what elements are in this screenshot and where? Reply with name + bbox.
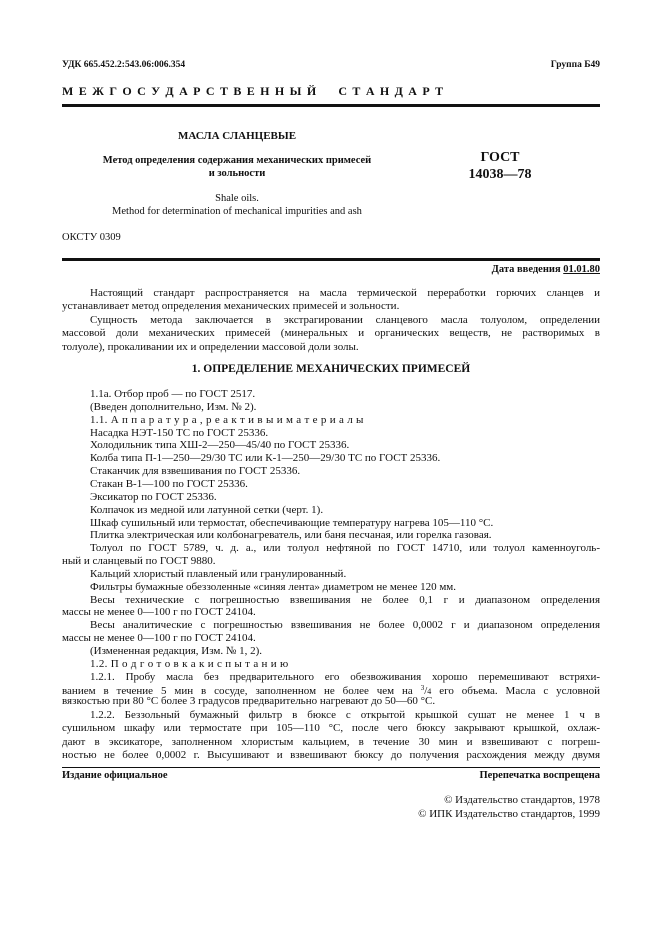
text-line: дают в эксикаторе, заполненном хлористым кальцием, в течение 30 мин и взвешивают с погреш- — [62, 735, 600, 748]
subtitle-line-2: и зольности — [208, 168, 266, 179]
text-line: Толуол по ГОСТ 5789, ч. д. а., или толуол нефтяной по ГОСТ 14710, или толуол каменноуголь- — [90, 542, 600, 555]
section-1-heading: 1. ОПРЕДЕЛЕНИЕ МЕХАНИЧЕСКИХ ПРИМЕСЕЙ — [191, 363, 471, 375]
subtitle-line-1: Метод определения содержания механических примесей — [102, 155, 372, 166]
text-line: массовой доли механических примесей (минеральных и органических веществ, не растворимых в — [62, 327, 600, 340]
udc-code: УДК 665.452.2:543.06:006.354 — [62, 60, 186, 70]
text-line: Шкаф сушильный или термостат, обеспечивающие температуру нагрева 105—110 °С. — [90, 516, 494, 529]
official-edition: Издание официальное — [62, 770, 168, 781]
text-line: 1.1. А п п а р а т у р а , р е а к т и в ы и м а т е р и а л ы — [90, 413, 364, 426]
fraction-line-after: его объема. Масла с условной — [431, 685, 600, 697]
fraction-denominator: 4 — [427, 687, 432, 696]
text-line: (Измененная редакция, Изм. № 1, 2). — [90, 645, 263, 657]
text-line: Плитка электрическая или колбонагреватель, или баня песчаная, или горелка газовая. — [90, 529, 492, 542]
text-line: 1.2.2. Беззольный бумажный фильтр в бюксе с открытой крышкой сушат не менее 1 ч в — [90, 708, 600, 721]
text-line: Фильтры бумажные обеззоленные «синяя лента» диаметром не менее 120 мм. — [90, 580, 457, 593]
english-title-line-1: Shale oils. — [215, 193, 259, 204]
fraction-slash: / — [424, 685, 428, 697]
text-line: 1.2. П о д г о т о в к а к и с п ы т а н и ю — [90, 657, 289, 670]
text-line: Колба типа П-1—250—29/30 ТС или К-1—250—29/30 ТС по ГОСТ 25336. — [90, 452, 441, 465]
text-line: ностью не более 0,0002 г. Высушивают и взвешивают бюксу до получения расхождения между двумя — [62, 749, 600, 762]
text-line: устанавливает метод определения механических примесей и зольности. — [62, 300, 400, 313]
banner-rule — [62, 104, 600, 107]
text-line: сушильном шкафу или термостате при 105—110 °С, после чего бюксу закрывают крышкой, охлаж- — [62, 722, 600, 735]
gost-label: ГОСТ — [480, 150, 520, 165]
text-line: Стаканчик для взвешивания по ГОСТ 25336. — [90, 465, 301, 478]
text-line: ный и сланцевый по ГОСТ 9880. — [62, 555, 216, 568]
text-line: Насадка НЭТ-150 ТС по ГОСТ 25336. — [90, 426, 269, 439]
text-line: массы не менее 0—100 г по ГОСТ 24104. — [62, 606, 256, 619]
gost-number: 14038—78 — [468, 167, 532, 182]
fraction-line-before: ванием в течение 5 мин в сосуде, заполненном не более чем на — [62, 685, 421, 697]
text-line: Колпачок из медной или латунной сетки (черт. 1). — [90, 503, 324, 516]
english-title-line-2: Method for determination of mechanical impurities and ash — [112, 206, 362, 217]
text-line: Кальций хлористый плавленый или гранулированный. — [90, 567, 347, 580]
copyright-1978: © Издательство стандартов, 1978 — [444, 794, 600, 806]
copyright-1999: © ИПК Издательство стандартов, 1999 — [418, 808, 600, 820]
text-line: 1.2.1. Пробу масла без предварительного его обезвоживания хорошо перемешивают встряхи- — [90, 670, 600, 683]
text-line: массы не менее 0—100 г по ГОСТ 24104. — [62, 632, 256, 645]
title-rule — [62, 258, 600, 261]
text-line: толуоле), прокаливании их и определении массовой доли золы. — [62, 340, 359, 353]
text-line: 1.1а. Отбор проб — по ГОСТ 2517. — [90, 388, 256, 400]
group-code: Группа Б49 — [550, 60, 600, 70]
fraction-numerator: 3 — [420, 684, 425, 692]
intro-date-value: 01.01.80 — [563, 264, 600, 275]
text-line: вязкостью при 80 °С более 3 градусов предварительно нагревают до 50—60 °С. — [62, 695, 436, 707]
intro-date-label: Дата введения — [491, 264, 564, 275]
text-line: Сущность метода заключается в экстрагировании сланцевого масла толуолом, определении — [90, 313, 600, 326]
text-line: Весы аналитические с погрешностью взвешивания не более 0,0002 г и диапазоном определения — [90, 619, 600, 632]
footer-rule — [62, 767, 600, 768]
text-line: Весы технические с погрешностью взвешивания не более 0,1 г и диапазоном определения — [90, 593, 600, 606]
oksty-code: ОКСТУ 0309 — [62, 232, 121, 243]
text-line: Холодильник типа ХШ-2—250—45/40 по ГОСТ 25336. — [90, 439, 350, 452]
text-line: Стакан В-1—100 по ГОСТ 25336. — [90, 477, 248, 490]
standard-banner: М Е Ж Г О С У Д А Р С Т В Е Н Н Ы Й С Т А Н Д А Р Т — [62, 84, 445, 98]
text-line: (Введен дополнительно, Изм. № 2). — [90, 400, 257, 413]
page-title: МАСЛА СЛАНЦЕВЫЕ — [177, 130, 297, 142]
text-line: Эксикатор по ГОСТ 25336. — [90, 490, 217, 503]
intro-date — [492, 264, 600, 275]
text-line: Настоящий стандарт распространяется на масла термической переработки горючих сланцев и — [90, 287, 600, 299]
reprint-notice: Перепечатка воспрещена — [479, 770, 600, 781]
